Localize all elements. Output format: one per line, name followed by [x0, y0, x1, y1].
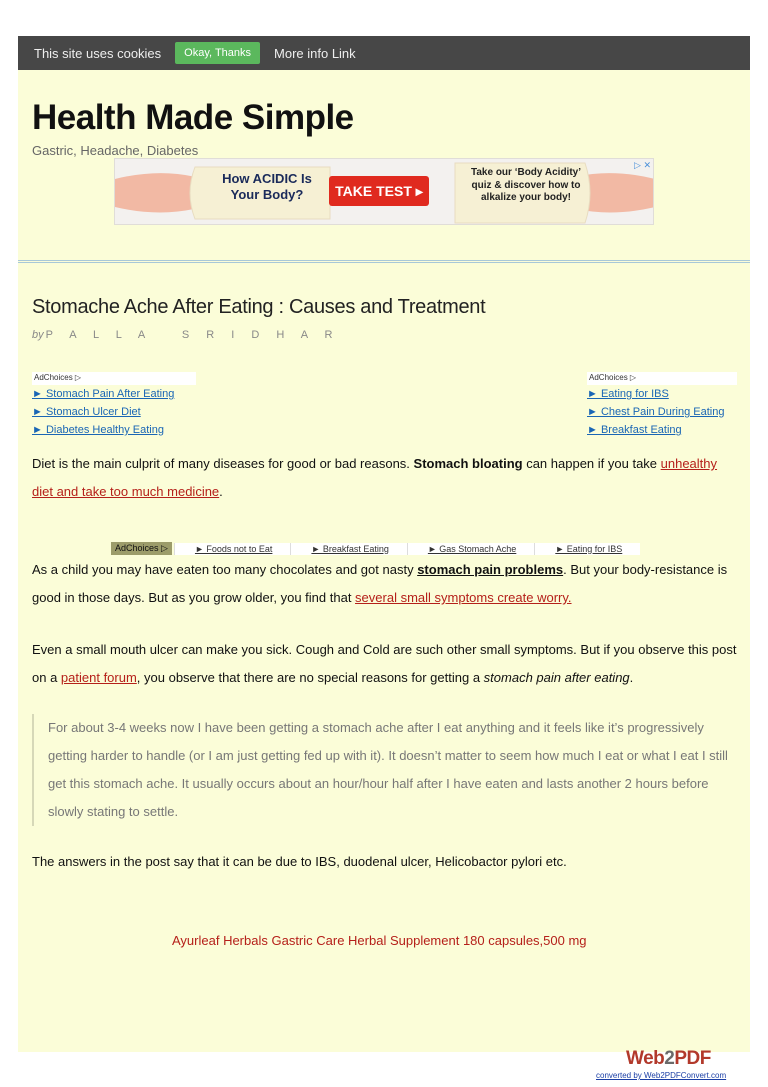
ad-link[interactable]: ► Stomach Ulcer Diet	[32, 406, 141, 418]
web2pdf-logo[interactable]	[626, 1048, 711, 1070]
ad-link[interactable]: ► Eating for IBS	[587, 388, 669, 400]
paragraph-mouth-ulcer	[32, 636, 740, 692]
logo-part: PDF	[674, 1048, 711, 1069]
ad-link[interactable]: ► Diabetes Healthy Eating	[32, 424, 164, 436]
ad-links-list	[587, 385, 737, 439]
forum-quote: For about 3-4 weeks now I have been getting a stomach ache after I eat anything and it feels like it’s progressively getting harder to handle (or I am just getting fed up with it). It doesn’t matter to seem how much I eat or what I eat I still get this stomach ache. It usually occurs about an hour/hour half after I have eaten and lasts another 2 hours before slowly stating to settle.	[32, 714, 740, 826]
text: .	[629, 670, 634, 685]
cookie-accept-button[interactable]: Okay, Thanks	[175, 42, 260, 64]
logo-part: 2	[664, 1048, 675, 1069]
author-name[interactable]: P A L L A S R I D H A R	[45, 329, 340, 341]
converted-by-link[interactable]: converted by Web2PDFConvert.com	[596, 1071, 727, 1080]
banner-headline: How ACIDIC Is Your Body?	[222, 171, 312, 203]
ad-link[interactable]: ► Foods not to Eat	[174, 543, 290, 555]
banner-ad[interactable]	[114, 158, 654, 225]
product-link[interactable]: Ayurleaf Herbals Gastric Care Herbal Supplement 180 capsules,500 mg	[172, 933, 587, 948]
text: Even a small mouth ulcer can make you sick. Cough and Cold are such other small symptoms. But if you observe this post on a	[32, 642, 737, 685]
cookie-text: This site uses cookies	[34, 45, 162, 61]
cookie-bar	[18, 36, 750, 70]
page-canvas	[18, 36, 750, 1052]
text: , you observe that there are no special reasons for getting a	[136, 670, 484, 685]
text: Diet is the main culprit of many diseases for good or bad reasons.	[32, 456, 414, 471]
paragraph-childhood	[32, 556, 740, 612]
site-title[interactable]: Health Made Simple	[32, 98, 354, 137]
ad-link[interactable]: ► Eating for IBS	[534, 543, 640, 555]
unhealthy-diet-link[interactable]: unhealthy diet and take too much medicine	[32, 456, 718, 499]
take-test-button[interactable]: TAKE TEST ▸	[329, 176, 429, 206]
small-symptoms-link[interactable]: several small symptoms create worry.	[355, 590, 572, 605]
ad-links-left	[32, 372, 196, 439]
site-tagline: Gastric, Headache, Diabetes	[32, 143, 199, 158]
ad-links-right	[587, 372, 737, 439]
banner-quiz-text: Take our ‘Body Acidity’ quiz & discover how to alkalize your body!	[470, 167, 582, 203]
byline-prefix: by	[32, 329, 44, 341]
italic-text: stomach pain after eating	[483, 670, 630, 685]
post-title: Stomache Ache After Eating : Causes and Treatment	[32, 296, 486, 318]
bold-text: Stomach bloating	[413, 456, 523, 471]
text: As a child you may have eaten too many chocolates and got nasty	[32, 562, 418, 577]
ad-link[interactable]: ► Breakfast Eating	[587, 424, 682, 436]
paragraph-answers: The answers in the post say that it can be due to IBS, duodenal ulcer, Helicobactor pylori etc.	[32, 854, 567, 869]
header-divider	[18, 260, 750, 263]
ad-link[interactable]: ► Stomach Pain After Eating	[32, 388, 175, 400]
logo-part: Web	[626, 1048, 665, 1069]
ad-link[interactable]: ► Gas Stomach Ache	[407, 543, 534, 555]
ad-strip	[111, 542, 640, 555]
ad-link[interactable]: ► Breakfast Eating	[290, 543, 406, 555]
ad-link[interactable]: ► Chest Pain During Eating	[587, 406, 725, 418]
patient-forum-link[interactable]: patient forum	[60, 670, 137, 685]
stomach-pain-link[interactable]: stomach pain problems	[417, 562, 564, 577]
paragraph-diet	[32, 450, 740, 506]
adchoices-label[interactable]: AdChoices ▷	[587, 372, 737, 385]
ad-close-icon[interactable]: ▷ ✕	[634, 160, 651, 170]
text: . But your body-resistance is good in those days. But as you grow older, you find that	[32, 562, 728, 605]
text: can happen if you take	[522, 456, 661, 471]
ad-links-list	[32, 385, 196, 439]
cookie-more-info-link[interactable]: More info Link	[274, 45, 356, 61]
text: .	[219, 484, 223, 499]
adchoices-label[interactable]: AdChoices ▷	[32, 372, 196, 385]
byline	[32, 329, 339, 341]
adchoices-label[interactable]: AdChoices ▷	[111, 542, 172, 555]
